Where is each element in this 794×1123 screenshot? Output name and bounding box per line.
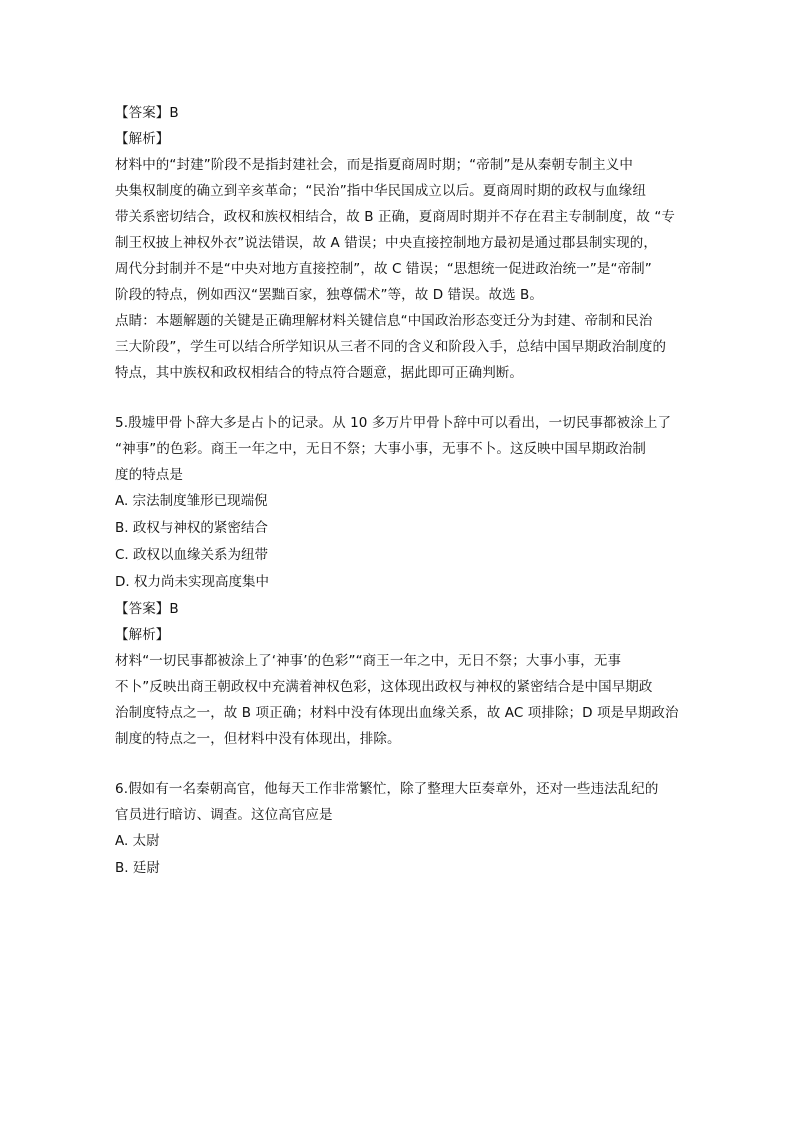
stem-line: 度的特点是	[115, 467, 183, 483]
analysis-line: 央集权制度的确立到辛亥革命；“民治”指中华民国成立以后。夏商周时期的政权与血缘纽	[115, 183, 646, 199]
commentary-line: 特点，其中族权和政权相结合的特点符合题意，据此即可正确判断。	[115, 365, 523, 381]
analysis-line: 周代分封制并不是“中央对地方直接控制”，故 C 错误；“思想统一促进政治统一”是“帝制”	[115, 261, 652, 277]
analysis-paragraph	[115, 152, 685, 308]
commentary-paragraph	[115, 308, 685, 386]
answer-label: 【答案】B	[115, 105, 179, 121]
stem-line: 官员进行暗访、调查。这位高官应是	[115, 807, 333, 823]
analysis-heading: 【解析】	[115, 131, 170, 147]
answer-label: 【答案】B	[115, 601, 179, 617]
spacer	[115, 752, 685, 776]
option-b: B. 廷尉	[115, 860, 160, 876]
analysis-heading: 【解析】	[115, 627, 170, 643]
stem-line: 5.殷墟甲骨卜辞大多是占卜的记录。从 10 多万片甲骨卜辞中可以看出，一切民事都被涂上了	[115, 415, 672, 431]
answer-section-1	[115, 100, 685, 386]
analysis-line: 阶段的特点，例如西汉“罢黜百家，独尊儒术”等，故 D 错误。故选 B。	[115, 287, 544, 303]
option-a: A. 太尉	[115, 833, 160, 849]
analysis-line: 材料“一切民事都被涂上了‘神事’的色彩”“商王一年之中，无日不祭；大事小事，无事	[115, 653, 622, 669]
option-list	[115, 488, 685, 596]
spacer	[115, 386, 685, 410]
commentary-line: 点睛：本题解题的关键是正确理解材料关键信息“中国政治形态变迁分为封建、帝制和民治	[115, 313, 653, 329]
analysis-line: 不卜”反映出商王朝政权中充满着神权色彩，这体现出政权与神权的紧密结合是中国早期政	[115, 679, 653, 695]
commentary-line: 三大阶段”，学生可以结合所学知识从三者不同的含义和阶段入手，总结中国早期政治制度的	[115, 339, 667, 355]
question-stem	[115, 410, 685, 488]
analysis-line: 制度的特点之一，但材料中没有体现出，排除。	[115, 731, 401, 747]
option-d: D. 权力尚未实现高度集中	[115, 574, 269, 590]
question-6	[115, 776, 685, 882]
analysis-line: 治制度特点之一，故 B 项正确；材料中没有体现出血缘关系，故 AC 项排除；D 项是早期政治	[115, 705, 679, 721]
question-stem	[115, 776, 685, 828]
option-b: B. 政权与神权的紧密结合	[115, 520, 268, 536]
document-page	[115, 100, 685, 882]
stem-line: “神事”的色彩。商王一年之中，无日不祭；大事小事，无事不卜。这反映中国早期政治制	[115, 441, 646, 457]
question-5	[115, 410, 685, 752]
analysis-paragraph	[115, 648, 685, 752]
analysis-line: 制王权披上神权外衣”说法错误，故 A 错误；中央直接控制地方最初是通过郡县制实现的，	[115, 235, 658, 251]
stem-line: 6.假如有一名秦朝高官，他每天工作非常繁忙，除了整理大臣奏章外，还对一些违法乱纪的	[115, 781, 659, 797]
analysis-line: 材料中的“封建”阶段不是指封建社会，而是指夏商周时期；“帝制”是从秦朝专制主义中	[115, 157, 633, 173]
option-a: A. 宗法制度雏形已现端倪	[115, 493, 268, 509]
option-c: C. 政权以血缘关系为纽带	[115, 547, 269, 563]
option-list	[115, 828, 685, 882]
analysis-line: 带关系密切结合，政权和族权相结合，故 B 正确，夏商周时期并不存在君主专制制度，故 “专	[115, 209, 676, 225]
